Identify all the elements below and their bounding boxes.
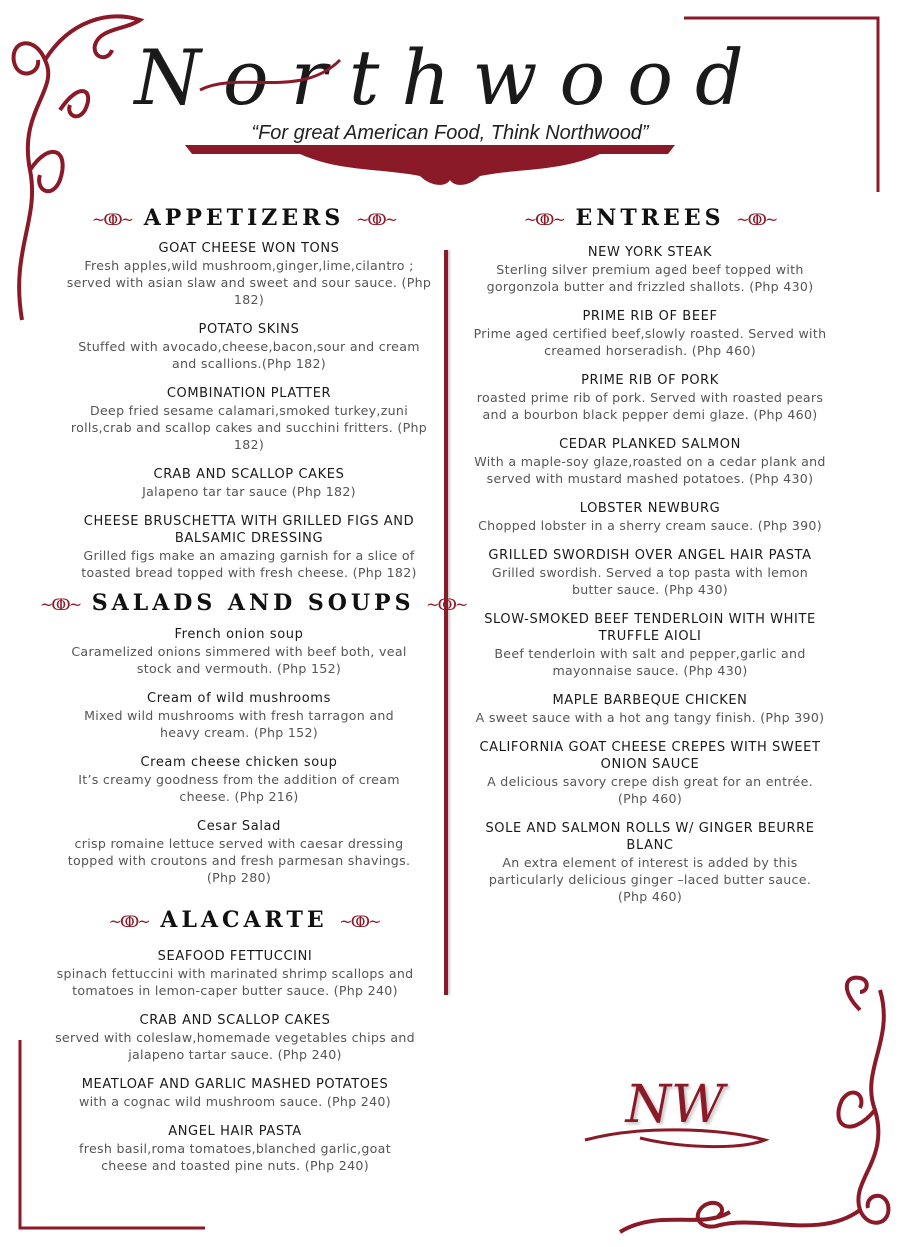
appetizers-title: APPETIZERS (143, 205, 345, 231)
item-name: MAPLE BARBEQUE CHICKEN (552, 693, 748, 708)
nw-monogram: NW (625, 1075, 725, 1135)
item-description: Jalapeno tar tar sauce (Php 182) (142, 484, 356, 499)
item-description: Deep fried sesame calamari,smoked turkey,zuni rolls,crab and scallop cakes and succhini fritters. (Php 182) (70, 403, 428, 452)
item-name: CHEESE BRUSCHETTA WITH GRILLED FIGS AND BALSAMIC DRESSING (83, 514, 415, 546)
item-description: roasted prime rib of pork. Served with roasted pears and a bourbon black pepper demi glaze. (Php 460) (476, 390, 824, 422)
item-description: A delicious savory crepe dish great for an entrée. (Php 460) (487, 774, 813, 806)
item-name: NEW YORK STEAK (587, 245, 713, 260)
item-description: Chopped lobster in a sherry cream sauce. (Php 390) (478, 518, 822, 533)
item-name: POTATO SKINS (198, 322, 300, 337)
item-name: CRAB AND SCALLOP CAKES (153, 467, 345, 482)
item-name: Cream of wild mushrooms (147, 691, 331, 706)
restaurant-logo: Northwood (134, 33, 766, 122)
item-name: CRAB AND SCALLOP CAKES (139, 1013, 331, 1028)
item-description: With a maple-soy glaze,roasted on a cedar plank and served with mustard mashed potatoes. (Php 430) (474, 454, 826, 486)
item-description: Caramelized onions simmered with beef both, veal stock and vermouth. (Php 152) (71, 644, 407, 676)
tagline: “For great American Food, Think Northwood” (251, 122, 649, 144)
item-name: LOBSTER NEWBURG (579, 501, 721, 516)
item-description: Grilled figs make an amazing garnish for a slice of toasted bread topped with fresh cheese. (Php 182) (81, 548, 417, 580)
swirl-ornament-icon: ~ↂ~ (426, 595, 467, 614)
item-name: COMBINATION PLATTER (166, 386, 332, 401)
swirl-ornament-icon: ~ↂ~ (523, 210, 564, 229)
item-name: SLOW-SMOKED BEEF TENDERLOIN WITH WHITE TRUFFLE AIOLI (484, 612, 816, 644)
item-description: Mixed wild mushrooms with fresh tarragon and heavy cream. (Php 152) (84, 708, 394, 740)
item-description: with a cognac wild mushroom sauce. (Php 240) (79, 1094, 391, 1109)
swirl-ornament-icon: ~ↂ~ (91, 210, 133, 229)
swirl-ornament-icon: ~ↂ~ (355, 210, 397, 229)
item-name: GRILLED SWORDISH OVER ANGEL HAIR PASTA (488, 548, 812, 563)
item-name: Cesar Salad (197, 819, 281, 834)
item-description: A sweet sauce with a hot ang tangy finish. (Php 390) (475, 710, 825, 725)
item-description: fresh basil,roma tomatoes,blanched garlic,goat cheese and toasted pine nuts. (Php 240) (79, 1141, 391, 1173)
item-description: An extra element of interest is added by this particularly delicious ginger –laced butter sauce. (Php 460) (488, 855, 812, 904)
item-name: GOAT CHEESE WON TONS (158, 241, 340, 256)
item-name: PRIME RIB OF BEEF (582, 309, 718, 324)
item-description: crisp romaine lettuce served with caesar dressing topped with croutons and fresh parmesan shavings. (Php 280) (67, 836, 411, 885)
item-name: PRIME RIB OF PORK (581, 373, 719, 388)
item-description: Sterling silver premium aged beef topped with gorgonzola butter and frizzled shallots. (Php 430) (486, 262, 814, 294)
item-name: MEATLOAF AND GARLIC MASHED POTATOES (81, 1077, 389, 1092)
item-name: SEAFOOD FETTUCCINI (157, 949, 313, 964)
swirl-ornament-icon: ~ↂ~ (339, 912, 380, 931)
item-description: Beef tenderloin with salt and pepper,garlic and mayonnaise sauce. (Php 430) (494, 646, 806, 678)
item-name: CALIFORNIA GOAT CHEESE CREPES WITH SWEET ONION SAUCE (479, 740, 821, 772)
swirl-ornament-icon: ~ↂ~ (40, 595, 81, 614)
item-description: Fresh apples,wild mushroom,ginger,lime,cilantro ; served with asian slaw and sweet and sour sauce. (Php 182) (66, 258, 432, 307)
entrees-title: ENTREES (575, 205, 725, 231)
swirl-ornament-icon: ~ↂ~ (736, 210, 777, 229)
item-name: SOLE AND SALMON ROLLS W/ GINGER BEURRE BLANC (485, 821, 815, 853)
item-description: It’s creamy goodness from the addition of cream cheese. (Php 216) (78, 772, 400, 804)
item-name: ANGEL HAIR PASTA (168, 1124, 302, 1139)
item-description: spinach fettuccini with marinated shrimp scallops and tomatoes in lemon-caper butter sauce. (Php 240) (56, 966, 414, 998)
swirl-ornament-icon: ~ↂ~ (108, 912, 149, 931)
item-name: French onion soup (174, 627, 304, 642)
salads-title: SALADS AND SOUPS (91, 590, 415, 616)
alacarte-title: ALACARTE (160, 907, 328, 933)
item-description: Stuffed with avocado,cheese,bacon,sour and cream and scallions.(Php 182) (78, 339, 420, 371)
item-name: CEDAR PLANKED SALMON (559, 437, 741, 452)
item-description: Prime aged certified beef,slowly roasted. Served with creamed horseradish. (Php 460) (473, 326, 827, 358)
item-description: Grilled swordish. Served a top pasta with lemon butter sauce. (Php 430) (491, 565, 809, 597)
item-name: Cream cheese chicken soup (140, 755, 338, 770)
item-description: served with coleslaw,homemade vegetables chips and jalapeno tartar sauce. (Php 240) (55, 1030, 415, 1062)
